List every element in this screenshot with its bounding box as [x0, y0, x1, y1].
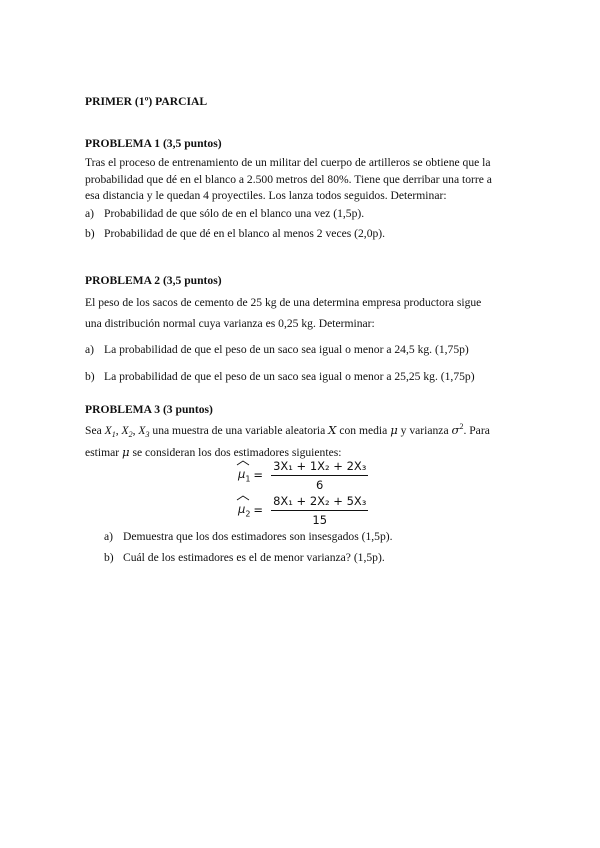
text-3: y varianza	[397, 423, 452, 437]
var-mu: μ	[390, 422, 398, 437]
page-title: PRIMER (1º) PARCIAL	[85, 95, 208, 108]
var-x3: X	[138, 423, 146, 437]
problem1-heading: PROBLEMA 1 (3,5 puntos)	[85, 137, 222, 150]
item-text: Probabilidad de que dé en el blanco al menos 2 veces (2,0p).	[104, 227, 386, 240]
mu-sub: 1	[245, 474, 251, 484]
problem2-line1: El peso de los sacos de cemento de 25 kg de una determina empresa productora sigue	[85, 296, 482, 309]
formula1-denominator: 6	[316, 478, 324, 492]
mu-sub: 2	[245, 509, 251, 519]
problem1-line3: esa distancia y le quedan 4 proyectiles. Los lanza todos seguidos. Determinar:	[85, 189, 447, 203]
item-label: a)	[85, 343, 95, 356]
formula1-lhs	[238, 467, 263, 483]
text-4: . Para	[463, 423, 490, 437]
mu-symbol: μ	[238, 467, 246, 482]
var-x1: X	[104, 423, 112, 437]
text-sea: Sea	[85, 423, 105, 437]
item-text: Demuestra que los dos estimadores son insesgados (1,5p).	[123, 530, 393, 543]
hat-icon	[236, 460, 250, 466]
problem2-item-b	[85, 370, 525, 383]
item-label: b)	[85, 227, 95, 240]
text-2: con media	[336, 423, 391, 437]
item-text: Probabilidad de que sólo de en el blanco una vez (1,5p).	[104, 207, 365, 220]
item-label: a)	[104, 530, 114, 543]
var-x1-sub: 1	[111, 430, 116, 440]
problem2-heading: PROBLEMA 2 (3,5 puntos)	[85, 274, 222, 287]
var-sigma: σ	[451, 422, 460, 437]
problem3-item-a	[104, 530, 524, 543]
item-label: a)	[85, 207, 95, 220]
problem1-line2: probabilidad que dé en el blanco a 2.500 metros del 80%. Tiene que derribar una torre a	[85, 172, 492, 186]
problem1-item-b	[85, 227, 525, 240]
formula2-lhs	[238, 502, 263, 518]
item-label: b)	[104, 551, 114, 564]
var-X: X	[328, 422, 337, 437]
var-x3-sub: 3	[145, 430, 150, 440]
var-mu-2: μ	[122, 444, 130, 459]
text-rest: se consideran los dos estimadores siguientes:	[129, 445, 342, 459]
problem3-line1: Sea $X_1$, $X_2$, $X_3$ una muestra de una variable aleatoria X con media μ y varianza $\sigma^2$. Para	[85, 422, 490, 440]
item-label: b)	[85, 370, 95, 383]
var-x2: X	[121, 423, 129, 437]
formula1-numerator: 3X₁ + 1X₂ + 2X₃	[271, 459, 368, 476]
text-estimar: estimar	[85, 445, 123, 459]
equals-sign: =	[253, 503, 264, 518]
var-sigma-sup: 2	[459, 422, 464, 431]
problem1-statement	[85, 155, 517, 205]
item-text: Cuál de los estimadores es el de menor varianza? (1,5p).	[123, 551, 385, 564]
problem2-line2: una distribución normal cuya varianza es 0,25 kg. Determinar:	[85, 317, 375, 330]
formula-estimator-2	[238, 494, 368, 527]
formula-estimator-1	[238, 459, 368, 492]
problem1-item-a	[85, 207, 525, 220]
problem1-line1: Tras el proceso de entrenamiento de un militar del cuerpo de artilleros se obtiene que la	[85, 156, 491, 169]
problem2-item-a	[85, 343, 525, 356]
problem3-item-b	[104, 551, 524, 564]
mu-hat-1	[238, 467, 250, 483]
var-x2-sub: 2	[128, 430, 133, 440]
mu-hat-2	[238, 502, 250, 518]
text-1: una muestra de una variable aleatoria	[149, 423, 329, 437]
problem2-statement	[85, 292, 517, 334]
problem3-heading: PROBLEMA 3 (3 puntos)	[85, 403, 213, 416]
formula2-denominator: 15	[312, 513, 328, 527]
formula2-fraction	[271, 494, 368, 527]
problem3-statement	[85, 419, 517, 461]
item-text: La probabilidad de que el peso de un saco sea igual o menor a 24,5 kg. (1,75p)	[104, 343, 469, 356]
formula1-fraction	[271, 459, 368, 492]
equals-sign: =	[253, 468, 264, 483]
mu-symbol: μ	[238, 502, 246, 517]
hat-icon	[236, 495, 250, 501]
item-text: La probabilidad de que el peso de un saco sea igual o menor a 25,25 kg. (1,75p)	[104, 370, 475, 383]
formula2-numerator: 8X₁ + 2X₂ + 5X₃	[271, 494, 368, 511]
